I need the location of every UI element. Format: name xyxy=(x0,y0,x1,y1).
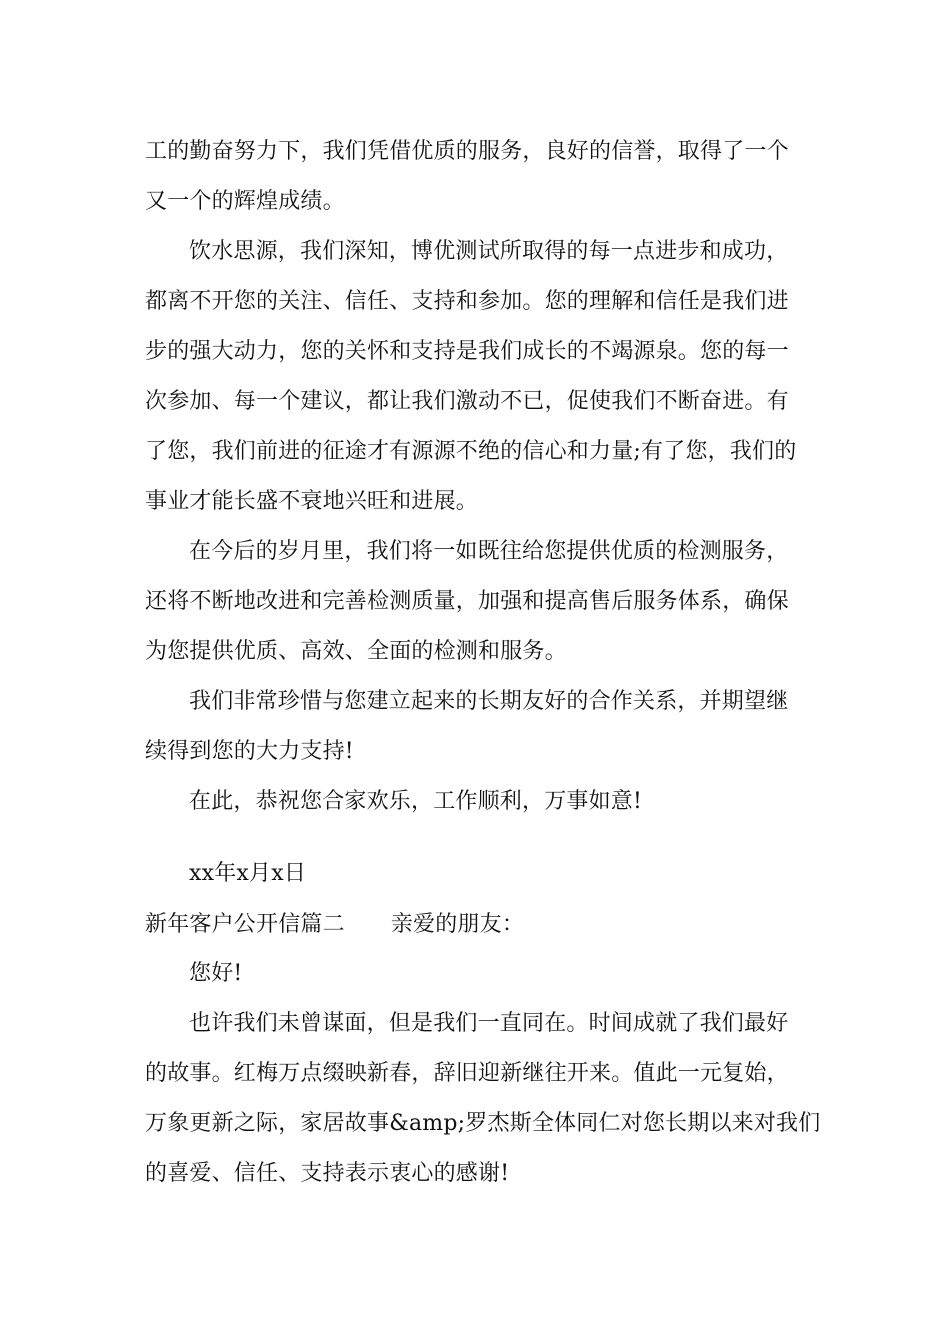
date-line: xx年x月x日 xyxy=(189,861,307,886)
paragraph-line: 的喜爱、信任、支持表示衷心的感谢! xyxy=(145,1161,510,1186)
paragraph-line: 续得到您的大力支持! xyxy=(145,739,354,764)
paragraph-line: 我们非常珍惜与您建立起来的长期友好的合作关系，并期望继 xyxy=(189,689,789,714)
paragraph-line: 事业才能长盛不衰地兴旺和进展。 xyxy=(145,489,479,514)
paragraph-line: 了您，我们前进的征途才有源源不绝的信心和力量;有了您，我们的 xyxy=(145,439,797,464)
paragraph-line: 万象更新之际，家居故事&amp;罗杰斯全体同仁对您长期以来对我们 xyxy=(145,1111,821,1136)
paragraph-line: 在今后的岁月里，我们将一如既往给您提供优质的检测服务， xyxy=(189,539,789,564)
section-heading-row xyxy=(145,910,524,940)
paragraph-line: 次参加、每一个建议，都让我们激动不已，促使我们不断奋进。有 xyxy=(145,389,789,414)
greeting: 您好! xyxy=(189,961,243,986)
paragraph-line: 都离不开您的关注、信任、支持和参加。您的理解和信任是我们进 xyxy=(145,289,789,314)
closing-wish: 在此，恭祝您合家欢乐，工作顺利，万事如意! xyxy=(189,789,643,814)
section-title: 新年客户公开信篇二 xyxy=(145,912,345,937)
paragraph-line: 步的强大动力，您的关怀和支持是我们成长的不竭源泉。您的每一 xyxy=(145,339,789,364)
paragraph-line: 的故事。红梅万点缀映新春，辞旧迎新继往开来。值此一元复始， xyxy=(145,1061,789,1086)
salutation: 亲爱的朋友： xyxy=(390,912,525,937)
paragraph-line: 为您提供优质、高效、全面的检测和服务。 xyxy=(145,639,567,664)
paragraph-line: 又一个的辉煌成绩。 xyxy=(145,189,345,214)
paragraph-line: 还将不断地改进和完善检测质量，加强和提高售后服务体系，确保 xyxy=(145,589,789,614)
paragraph-line: 饮水思源，我们深知，博优测试所取得的每一点进步和成功， xyxy=(189,239,789,264)
paragraph-line: 工的勤奋努力下，我们凭借优质的服务，良好的信誉，取得了一个 xyxy=(145,139,789,164)
paragraph-line: 也许我们未曾谋面，但是我们一直同在。时间成就了我们最好 xyxy=(189,1011,789,1036)
